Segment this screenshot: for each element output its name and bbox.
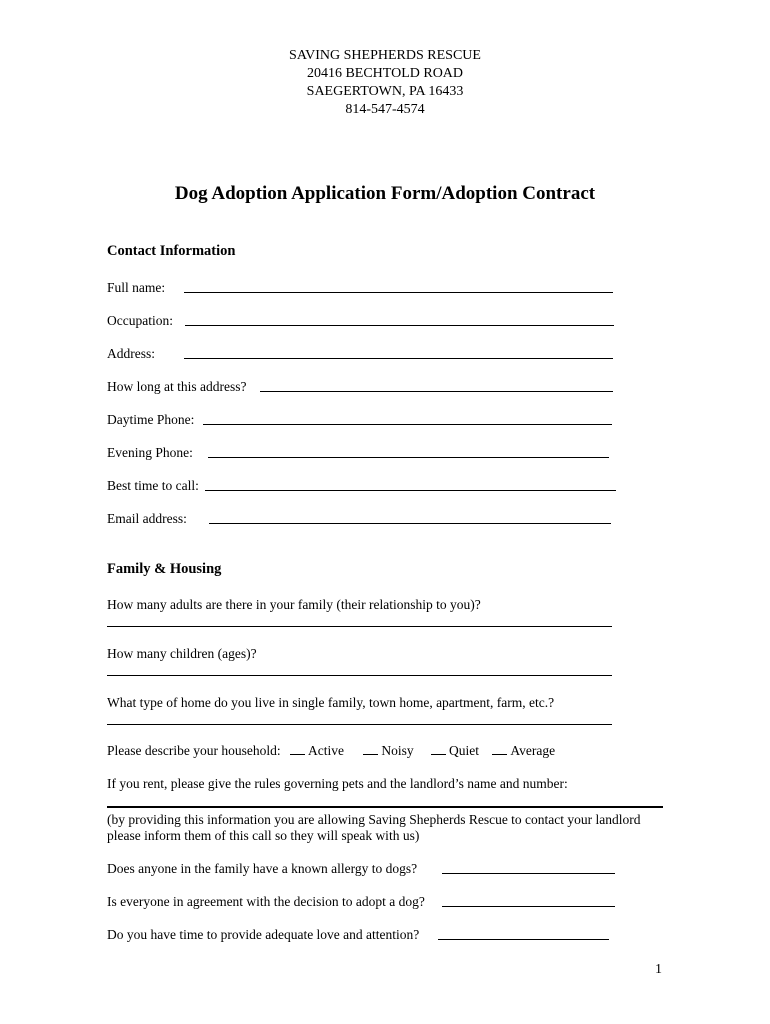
- occupation-label: Occupation:: [107, 313, 173, 328]
- allergy-answer-field[interactable]: [442, 873, 615, 874]
- page-number: 1: [655, 962, 662, 977]
- years-at-address-field[interactable]: [260, 391, 613, 392]
- best-time-label: Best time to call:: [107, 478, 199, 493]
- landlord-note: (by providing this information you are allowing Saving Shepherds Rescue to contact your landlord please inform them of this call so they will speak with us): [107, 812, 641, 843]
- adults-answer-field[interactable]: [107, 626, 612, 627]
- org-street: 20416 BECHTOLD ROAD: [306, 66, 464, 81]
- household-option-quiet[interactable]: Quiet: [431, 743, 479, 759]
- time-question: Do you have time to provide adequate love and attention?: [107, 927, 420, 942]
- household-label: Please describe your household:: [107, 743, 281, 758]
- email-label: Email address:: [107, 511, 187, 526]
- household-option-noisy[interactable]: Noisy: [363, 743, 413, 759]
- org-name: SAVING SHEPHERDS RESCUE: [289, 48, 481, 63]
- rent-answer-field[interactable]: [107, 806, 663, 808]
- contact-heading: Contact Information: [107, 243, 236, 259]
- agreement-answer-field[interactable]: [442, 906, 615, 907]
- home-type-question: What type of home do you live in single family, town home, apartment, farm, etc.?: [107, 695, 555, 710]
- email-field[interactable]: [209, 523, 611, 524]
- home-type-answer-field[interactable]: [107, 724, 612, 725]
- address-field[interactable]: [184, 358, 613, 359]
- children-question: How many children (ages)?: [107, 646, 257, 661]
- org-city: SAEGERTOWN, PA 16433: [306, 84, 464, 99]
- evening-phone-field[interactable]: [208, 457, 609, 458]
- daytime-phone-label: Daytime Phone:: [107, 412, 195, 427]
- years-at-address-label: How long at this address?: [107, 379, 247, 394]
- organization-header: [0, 47, 770, 119]
- full-name-field[interactable]: [184, 292, 613, 293]
- time-answer-field[interactable]: [438, 939, 609, 940]
- occupation-field[interactable]: [185, 325, 614, 326]
- document-title: Dog Adoption Application Form/Adoption Contract: [174, 183, 596, 204]
- children-answer-field[interactable]: [107, 675, 612, 676]
- adults-question: How many adults are there in your family (their relationship to you)?: [107, 597, 481, 612]
- evening-phone-label: Evening Phone:: [107, 445, 193, 460]
- full-name-label: Full name:: [107, 280, 166, 295]
- best-time-field[interactable]: [205, 490, 616, 491]
- daytime-phone-field[interactable]: [203, 424, 612, 425]
- family-heading: Family & Housing: [107, 561, 222, 577]
- address-label: Address:: [107, 346, 155, 361]
- agreement-question: Is everyone in agreement with the decision to adopt a dog?: [107, 894, 425, 909]
- household-row: [107, 743, 555, 759]
- household-option-average[interactable]: Average: [492, 743, 555, 759]
- allergy-question: Does anyone in the family have a known allergy to dogs?: [107, 861, 418, 876]
- org-phone: 814-547-4574: [345, 102, 425, 117]
- household-option-active[interactable]: Active: [290, 743, 344, 759]
- rent-question: If you rent, please give the rules governing pets and the landlord’s name and number:: [107, 776, 568, 791]
